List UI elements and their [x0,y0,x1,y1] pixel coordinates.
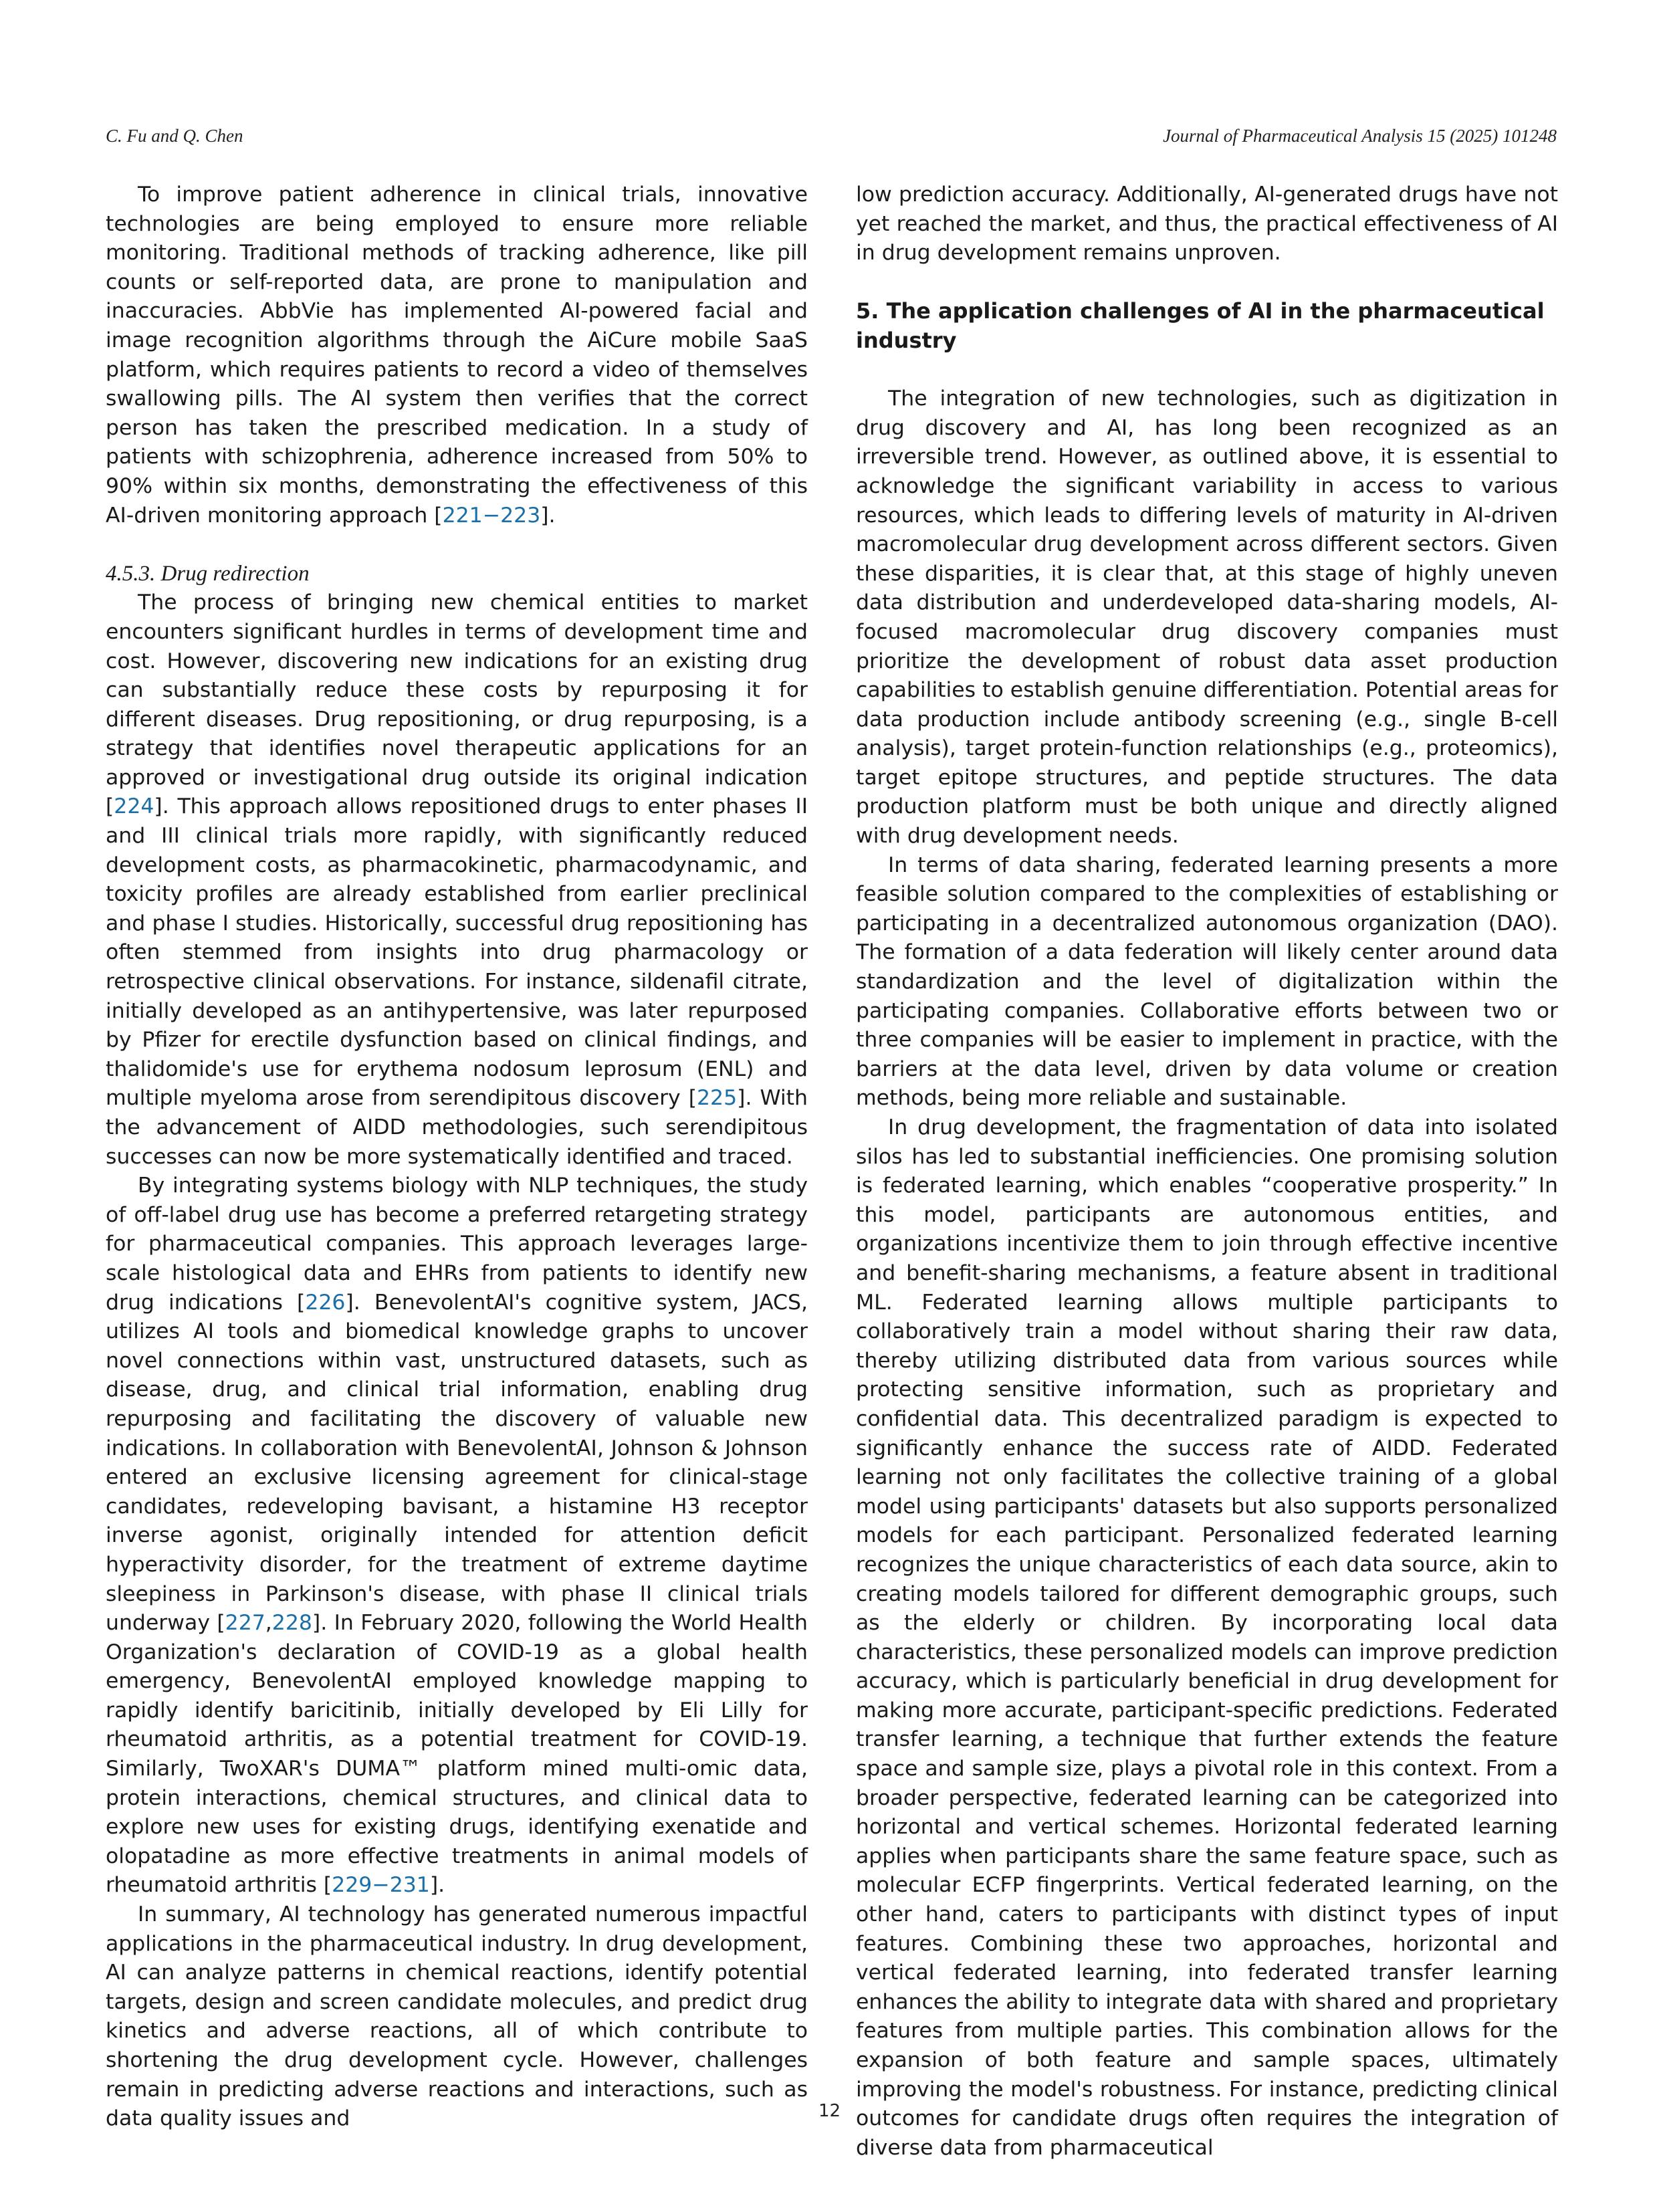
citation-link[interactable]: 221−223 [442,503,541,528]
citation-link[interactable]: 225 [697,1086,738,1111]
citation-link[interactable]: 228 [271,1611,312,1636]
right-column [856,181,1558,2163]
paragraph-summary: In summary, AI technology has generated numerous impactful applications in the pharmaceutical industry. In drug development, AI can analyze patterns in chemical reactions, identify potential targets, design and screen candidate molecules, and predict drug kinetics and adverse reactions, all of which contribute to shortening the drug development cycle. However, challenges remain in predicting adverse reactions and interactions, such as data quality issues and [106,1902,808,2131]
citation-link[interactable]: 227 [225,1611,265,1636]
running-header [106,126,1557,152]
paragraph-federated-learning: In drug development, the fragmentation of data into isolated silos has led to substantial inefficiencies. One promising solution is federated learning, which enables “cooperative prosperity.” In this model, participants are autonomous entities, and organizations incentivize them to join through effective incentive and benefit-sharing mechanisms, a feature absent in traditional ML. Federated learning allows multiple participants to collaboratively train a model without sharing their raw data, thereby utilizing distributed data from various sources while protecting sensitive information, such as proprietary and confidential data. This decentralized paradigm is expected to significantly enhance the success rate of AIDD. Federated learning not only facilitates the collective training of a global model using participants' datasets but also supports personalized models for each participant. Personalized federated learning recognizes the unique characteristics of each data source, akin to creating models tailored for different demographic groups, such as the elderly or children. By incorporating local data characteristics, these personalized models can improve prediction accuracy, which is particularly beneficial in drug development for making more accurate, participant-specific predictions. Federated transfer learning, a technique that further extends the feature space and sample size, plays a pivotal role in this context. From a broader perspective, federated learning can be categorized into horizontal and vertical schemes. Horizontal federated learning applies when participants share the same feature space, such as molecular ECFP fingerprints. Vertical federated learning, on the other hand, caters to participants with distinct types of input features. Combining these two approaches, horizontal and vertical federated learning, into federated transfer learning enhances the ability to integrate data with shared and proprietary features from multiple parties. This combination allows for the expansion of both feature and sample spaces, ultimately improving the model's robustness. For instance, predicting clinical outcomes for candidate drugs often requires the integration of diverse data from pharmaceutical [856,1115,1558,2160]
citation-link[interactable]: 229−231 [332,1873,430,1898]
subsection-title: 4.5.3. Drug redirection [106,561,310,586]
header-authors: C. Fu and Q. Chen [106,126,243,146]
header-journal: Journal of Pharmaceutical Analysis 15 (2025) 101248 [1163,126,1557,146]
citation-link[interactable]: 224 [114,794,154,819]
section-title: 5. The application challenges of AI in the pharmaceutical industry [856,298,1545,353]
paragraph-drug-redirection: The process of bringing new chemical entities to market encounters significant hurdles in terms of development time and cost. However, discovering new indications for an existing drug can substantially reduce these costs by repurposing it for different diseases. Drug repositioning, or drug repurposing, is a strategy that identifies novel therapeutic applications for an approved or investigational drug outside its original indication [224]. This approach allows repositioned drugs to enter phases II and III clinical trials more rapidly, with significantly reduced development costs, as pharmacokinetic, pharmacodynamic, and toxicity profiles are already established from earlier preclinical and phase I studies. Historically, successful drug repositioning has often stemmed from insights into drug pharmacology or retrospective clinical observations. For instance, sildenafil citrate, initially developed as an antihypertensive, was later repurposed by Pfizer for erectile dysfunction based on clinical findings, and thalidomide's use for erythema nodosum leprosum (ENL) and multiple myeloma arose from serendipitous discovery [225]. With the advancement of AIDD methodologies, such serendipitous successes can now be more systematically identified and traced. [106,590,808,1169]
paragraph-systems-biology: By integrating systems biology with NLP techniques, the study of off-label drug use has become a preferred retargeting strategy for pharmaceutical companies. This approach leverages large-scale histological data and EHRs from patients to identify new drug indications [226]. BenevolentAI's cognitive system, JACS, utilizes AI tools and biomedical knowledge graphs to uncover novel connections within vast, unstructured datasets, such as disease, drug, and clinical trial information, enabling drug repurposing and facilitating the discovery of valuable new indications. In collaboration with BenevolentAI, Johnson & Johnson entered an exclusive licensing agreement for clinical-stage candidates, redeveloping bavisant, a histamine H3 receptor inverse agonist, originally intended for attention deficit hyperactivity disorder, for the treatment of extreme daytime sleepiness in Parkinson's disease, with phase II clinical trials underway [227,228]. In February 2020, following the World Health Organization's declaration of COVID-19 as a global health emergency, BenevolentAI employed knowledge mapping to rapidly identify baricitinib, initially developed by Eli Lilly for rheumatoid arthritis, as a potential treatment for COVID-19. Similarly, TwoXAR's DUMA™ platform mined multi-omic data, protein interactions, chemical structures, and clinical data to explore new uses for existing drugs, identifying exenatide and olopatadine as more effective treatments in animal models of rheumatoid arthritis [229−231]. [106,1174,808,1898]
paragraph-continued: low prediction accuracy. Additionally, AI-generated drugs have not yet reached the market, and thus, the practical effectiveness of AI in drug development remains unproven. [856,183,1558,265]
paragraph-adherence: To improve patient adherence in clinical trials, innovative technologies are being employed to ensure more reliable monitoring. Traditional methods of tracking adherence, like pill counts or self-reported data, are prone to manipulation and inaccuracies. AbbVie has implemented AI-powered facial and image recognition algorithms through the AiCure mobile SaaS platform, which requires patients to record a video of themselves swallowing pills. The AI system then verifies that the correct person has taken the prescribed medication. In a study of patients with schizophrenia, adherence increased from 50% to 90% within six months, demonstrating the effectiveness of this AI-driven monitoring approach [221−223]. [106,183,808,528]
left-column [106,181,808,2134]
paragraph-data-sharing: In terms of data sharing, federated learning presents a more feasible solution compared to the complexities of establishing or participating in a decentralized autonomous organization (DAO). The formation of a data federation will likely center around data standardization and the level of digitalization within the participating companies. Collaborative efforts between two or three companies will be easier to implement in practice, with the barriers at the data level, driven by data volume or creation methods, being more reliable and sustainable. [856,853,1558,1111]
page-number: 12 [818,2101,841,2121]
citation-link[interactable]: 226 [305,1290,346,1315]
paragraph-integration: The integration of new technologies, such as digitization in drug discovery and AI, has long been recognized as an irreversible trend. However, as outlined above, it is essential to acknowledge the significant variability in access to various resources, which leads to differing levels of maturity in AI-driven macromolecular drug development across different sectors. Given these disparities, it is clear that, at this stage of highly uneven data distribution and underdeveloped data-sharing models, AI-focused macromolecular drug discovery companies must prioritize the development of robust data asset production capabilities to establish genuine differentiation. Potential areas for data production include antibody screening (e.g., single B-cell analysis), target protein-function relationships (e.g., proteomics), target epitope structures, and peptide structures. The data production platform must be both unique and directly aligned with drug development needs. [856,386,1558,849]
